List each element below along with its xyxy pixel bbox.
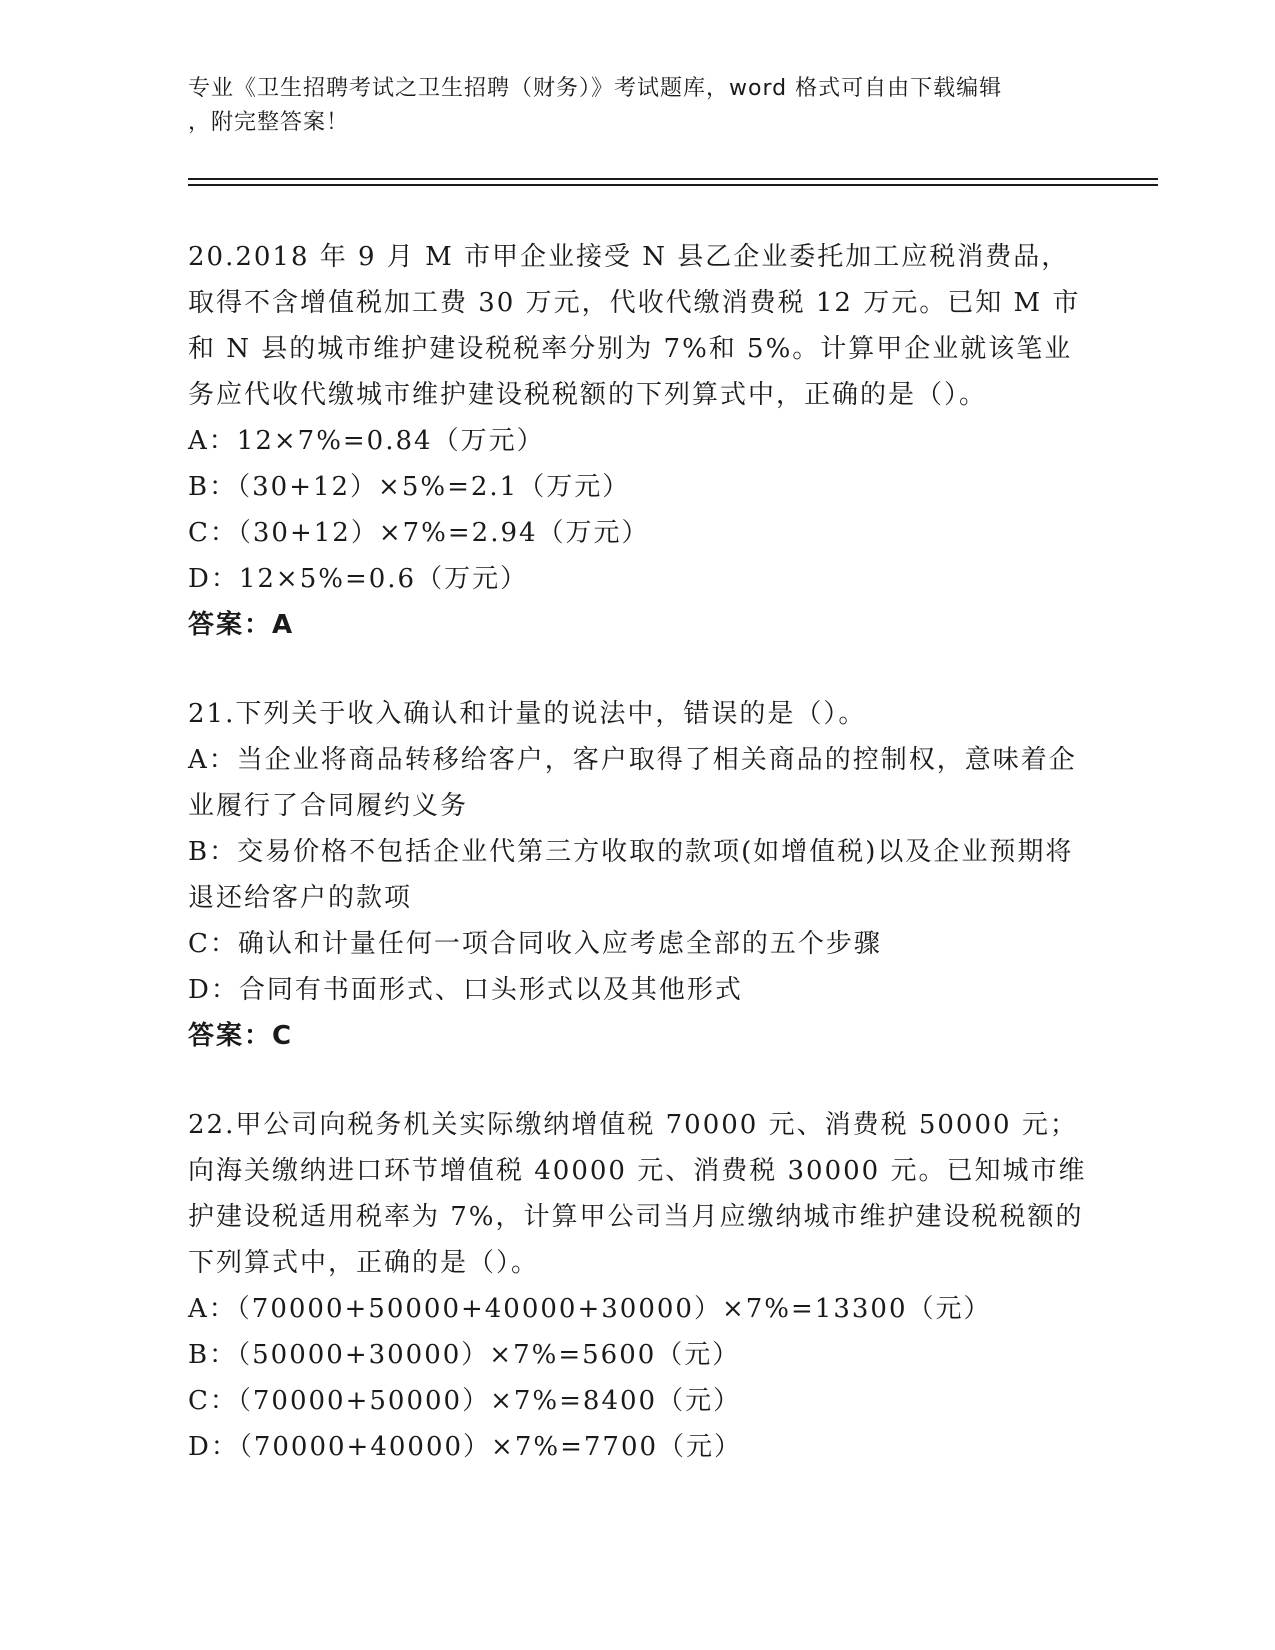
- option-b: B：交易价格不包括企业代第三方收取的款项(如增值税)以及企业预期将退还给客户的款项: [188, 837, 1074, 913]
- option-b: B：（30+12）×5%=2.1（万元）: [188, 472, 631, 502]
- header-divider-top: [188, 178, 1158, 180]
- option-d: D：合同有书面形式、口头形式以及其他形式: [188, 975, 743, 1005]
- option-b: B：（50000+30000）×7%=5600（元）: [188, 1340, 741, 1370]
- question-stem: 20.2018 年 9 月 M 市甲企业接受 N 县乙企业委托加工应税消费品，取得不含增值税加工费 30 万元，代收代缴消费税 12 万元。已知 M 市和 N 县的城市维护建设税税率分别为 7%和 5%。计算甲企业就该笔业务应代收代缴城市维护建设税税额的下列算式中，正确的是（）。: [188, 242, 1081, 410]
- document-header: [188, 72, 1088, 140]
- question-stem: 22.甲公司向税务机关实际缴纳增值税 70000 元、消费税 50000 元；向海关缴纳进口环节增值税 40000 元、消费税 30000 元。已知城市维护建设税适用税率为 7%，计算甲公司当月应缴纳城市维护建设税税额的下列算式中，正确的是（）。: [188, 1110, 1087, 1278]
- option-c: C：（70000+50000）×7%=8400（元）: [188, 1386, 742, 1416]
- answer-label: 答案：C: [188, 1021, 294, 1051]
- option-a: A：当企业将商品转移给客户，客户取得了相关商品的控制权，意味着企业履行了合同履约义务: [188, 745, 1077, 821]
- option-d: D：12×5%=0.6（万元）: [188, 564, 529, 594]
- answer-label: 答案：A: [188, 610, 295, 640]
- header-title-line-continued: ，附完整答案！: [188, 110, 350, 135]
- option-a: A：12×7%=0.84（万元）: [188, 426, 545, 456]
- option-d: D：（70000+40000）×7%=7700（元）: [188, 1432, 743, 1462]
- question-stem: 21.下列关于收入确认和计量的说法中，错误的是（）。: [188, 699, 867, 729]
- header-title-line: 专业《卫生招聘考试之卫生招聘（财务）》考试题库，word 格式可自由下载编辑: [188, 76, 1003, 101]
- question-22: [188, 1102, 1088, 1470]
- question-21: [188, 691, 1088, 1059]
- question-20: [188, 234, 1088, 648]
- option-c: C：（30+12）×7%=2.94（万元）: [188, 518, 650, 548]
- header-divider-bottom: [188, 184, 1158, 186]
- option-c: C：确认和计量任何一项合同收入应考虑全部的五个步骤: [188, 929, 882, 959]
- option-a: A：（70000+50000+40000+30000）×7%=13300（元）: [188, 1294, 992, 1324]
